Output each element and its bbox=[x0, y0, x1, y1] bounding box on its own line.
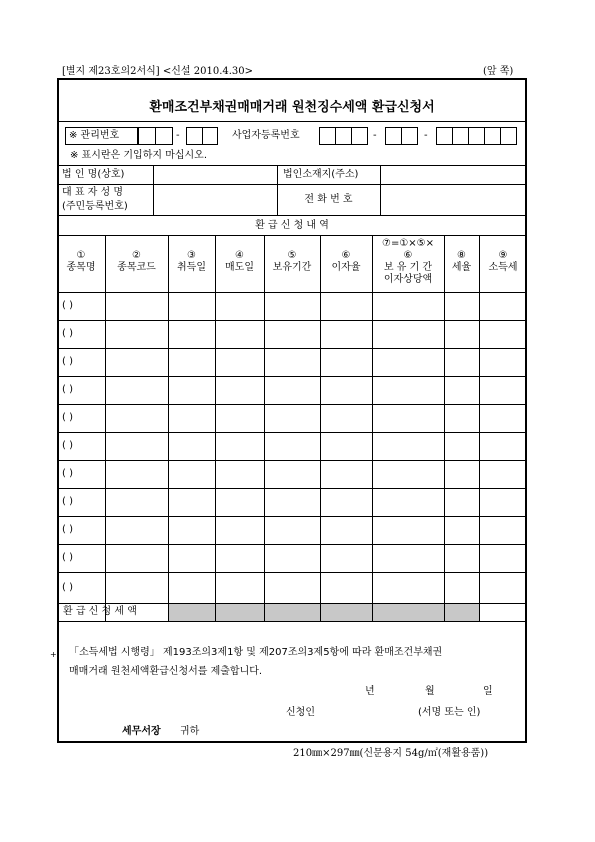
row-marker: ( ) bbox=[62, 552, 73, 563]
rep-id-label: (주민등록번호) bbox=[62, 201, 128, 212]
table-row[interactable] bbox=[57, 516, 527, 544]
declaration-line-1: 「소득세법 시행령」 제193조의3제1항 및 제207조의3제5항에 따라 환매조건부채권 bbox=[69, 647, 443, 658]
col-header-stock-name bbox=[57, 250, 105, 274]
col-num-extra: ⑥ bbox=[403, 250, 413, 261]
col-label-2: 이자상당액 bbox=[383, 274, 433, 285]
row-marker: ( ) bbox=[62, 496, 73, 507]
corp-name-label: 법 인 명(상호) bbox=[62, 169, 125, 180]
divider bbox=[335, 127, 336, 145]
form-number: [별지 제23호의2서식] <신설 2010.4.30> bbox=[62, 66, 254, 77]
table-row[interactable] bbox=[57, 544, 527, 572]
row-marker: ( ) bbox=[62, 384, 73, 395]
divider bbox=[202, 127, 203, 145]
day-label: 일 bbox=[483, 686, 493, 697]
bullet-mark: + bbox=[50, 650, 57, 659]
biz-reg-label: 사업자등록번호 bbox=[232, 130, 300, 141]
form-title: 환매조건부채권매매거래 원천징수세액 환급신청서 bbox=[149, 100, 435, 115]
col-num: ② bbox=[132, 250, 141, 261]
col-header-sale-date bbox=[215, 250, 264, 274]
applicant-label: 신청인 bbox=[286, 707, 315, 718]
col-num: ⑧ bbox=[457, 250, 466, 261]
corp-address-label: 법인소재지(주소) bbox=[283, 169, 359, 180]
mgmt-note: ※ 표시란은 기입하지 마십시오. bbox=[70, 150, 208, 161]
section-title: 환 급 신 청 내 역 bbox=[255, 220, 329, 231]
row-marker: ( ) bbox=[62, 412, 73, 423]
dash-3: - bbox=[424, 130, 428, 141]
divider bbox=[155, 127, 156, 145]
table-row[interactable] bbox=[57, 572, 527, 603]
row-marker: ( ) bbox=[62, 440, 73, 451]
row-marker: ( ) bbox=[62, 356, 73, 367]
page-side-label: (앞 쪽) bbox=[483, 66, 514, 77]
divider bbox=[57, 621, 527, 622]
divider bbox=[57, 235, 527, 236]
col-label: 취득일 bbox=[177, 262, 206, 273]
col-num: ⑦=①×⑤× bbox=[381, 238, 435, 249]
tax-office-label: 세무서장 bbox=[122, 726, 161, 737]
col-header-stock-code bbox=[105, 250, 168, 274]
col-label: 종목명 bbox=[66, 262, 96, 273]
year-label: 년 bbox=[365, 686, 375, 697]
month-label: 월 bbox=[425, 686, 435, 697]
table-row[interactable] bbox=[57, 488, 527, 516]
table-row[interactable] bbox=[57, 348, 527, 376]
table-row[interactable] bbox=[57, 376, 527, 404]
divider bbox=[484, 127, 485, 145]
col-label: 이자율 bbox=[331, 262, 361, 273]
mgmt-number-label: ※ 관리번호 bbox=[69, 130, 120, 141]
total-income-tax-field[interactable] bbox=[480, 604, 526, 621]
divider bbox=[277, 165, 278, 215]
col-header-tax-rate bbox=[444, 250, 479, 274]
row-marker: ( ) bbox=[62, 328, 73, 339]
dash-1: - bbox=[176, 130, 180, 141]
phone-field[interactable] bbox=[381, 185, 526, 214]
honorific-label: 귀하 bbox=[180, 726, 200, 737]
col-label: 매도일 bbox=[225, 262, 254, 273]
table-row[interactable] bbox=[57, 432, 527, 460]
col-num: ⑨ bbox=[498, 250, 508, 261]
col-num: ⑥ bbox=[341, 250, 351, 261]
row-marker: ( ) bbox=[62, 581, 73, 593]
divider bbox=[320, 604, 321, 621]
divider bbox=[351, 127, 352, 145]
col-label: 세율 bbox=[451, 262, 472, 273]
divider bbox=[444, 604, 445, 621]
corp-address-field[interactable] bbox=[381, 166, 526, 184]
col-header-holding-period bbox=[264, 250, 320, 274]
total-label: 환 급 신 청 세 액 bbox=[63, 606, 137, 617]
col-num: ③ bbox=[187, 250, 196, 261]
phone-label: 전 화 번 호 bbox=[304, 194, 353, 205]
row-marker: ( ) bbox=[62, 300, 73, 311]
dash-2: - bbox=[373, 130, 377, 141]
divider bbox=[57, 215, 527, 216]
col-header-interest-rate bbox=[320, 250, 372, 274]
row-marker: ( ) bbox=[62, 468, 73, 479]
table-row[interactable] bbox=[57, 404, 527, 432]
biz-reg-field-1[interactable] bbox=[319, 127, 368, 145]
divider bbox=[57, 121, 527, 122]
signature-label: (서명 또는 인) bbox=[418, 707, 481, 718]
col-header-income-tax bbox=[479, 250, 527, 274]
table-row[interactable] bbox=[57, 292, 527, 320]
divider bbox=[500, 127, 501, 145]
col-num: ⑤ bbox=[287, 250, 297, 261]
paper-spec: 210㎜×297㎜(신문용지 54g/㎡(재활용품)) bbox=[293, 748, 489, 759]
col-header-period-interest bbox=[372, 238, 444, 286]
col-label: 보유기간 bbox=[272, 262, 312, 273]
declaration-line-2: 매매거래 원천세액환급신청서를 제출합니다. bbox=[69, 666, 263, 677]
divider bbox=[215, 604, 216, 621]
biz-reg-field-3[interactable] bbox=[436, 127, 517, 145]
col-num: ④ bbox=[235, 250, 244, 261]
divider bbox=[401, 127, 402, 145]
col-num: ① bbox=[76, 250, 86, 261]
row-marker: ( ) bbox=[62, 524, 73, 535]
col-label: 종목코드 bbox=[117, 262, 156, 273]
rep-name-field[interactable] bbox=[154, 185, 276, 214]
table-row[interactable] bbox=[57, 460, 527, 488]
divider bbox=[264, 604, 265, 621]
divider bbox=[372, 604, 373, 621]
divider bbox=[452, 127, 453, 145]
rep-name-label: 대 표 자 성 명 bbox=[62, 187, 124, 198]
divider bbox=[468, 127, 469, 145]
table-row[interactable] bbox=[57, 320, 527, 348]
col-label: 소득세 bbox=[488, 262, 518, 273]
col-header-acquisition-date bbox=[168, 250, 215, 274]
col-label: 보 유 기 간 bbox=[383, 262, 433, 273]
divider bbox=[57, 603, 527, 604]
corp-name-field[interactable] bbox=[154, 166, 276, 184]
